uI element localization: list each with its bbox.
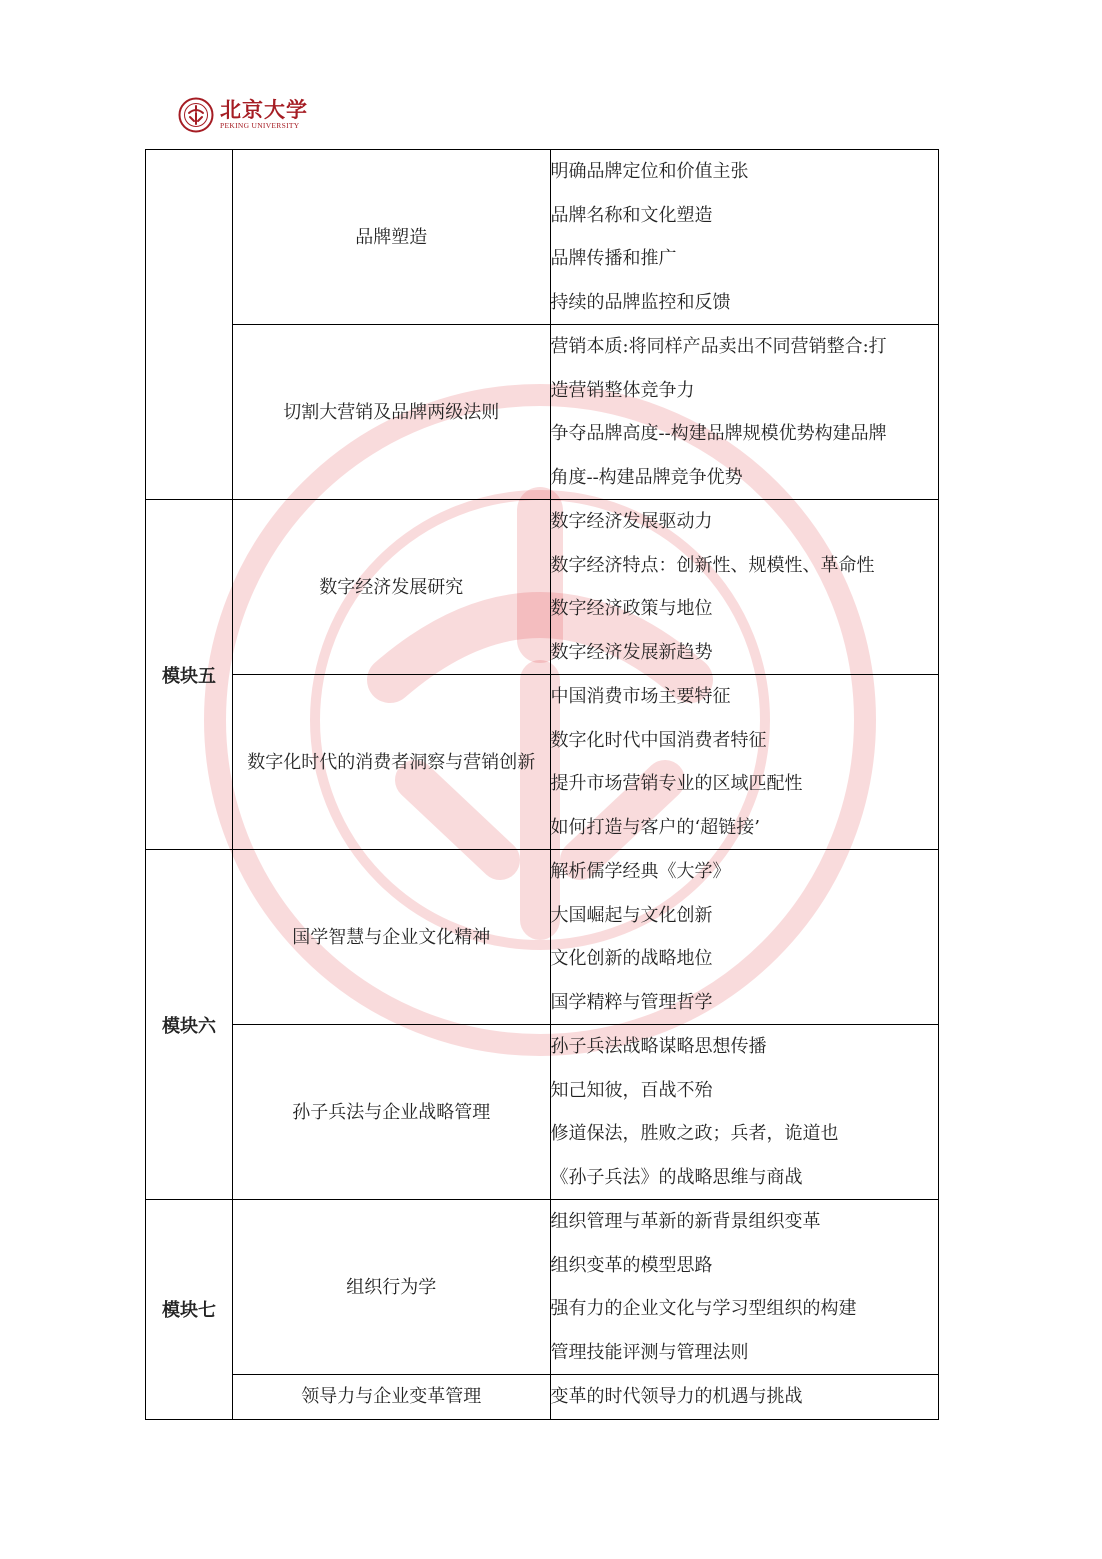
points-cell bbox=[550, 850, 939, 1025]
table-row bbox=[146, 1025, 939, 1200]
points-cell bbox=[550, 1025, 939, 1200]
list-item: 孙子兵法战略谋略思想传播 bbox=[550, 1036, 767, 1057]
topic-cell: 孙子兵法与企业战略管理 bbox=[233, 1025, 550, 1200]
topic-cell: 领导力与企业变革管理 bbox=[233, 1375, 550, 1420]
list-item: 数字经济发展新趋势 bbox=[550, 641, 713, 663]
curriculum-table bbox=[145, 149, 939, 1420]
table-row bbox=[146, 850, 939, 1025]
list-item: 管理技能评测与管理法则 bbox=[550, 1341, 749, 1363]
points-cell bbox=[550, 1375, 939, 1420]
seal-icon bbox=[178, 97, 214, 133]
list-item: 知己知彼，百战不殆 bbox=[550, 1079, 713, 1101]
list-item: 角度--构建品牌竞争优势 bbox=[550, 466, 743, 488]
topic-cell: 品牌塑造 bbox=[233, 150, 550, 325]
list-item: 组织管理与革新的新背景组织变革 bbox=[550, 1211, 821, 1232]
list-item: 营销本质:将同样产品卖出不同营销整合:打 bbox=[550, 336, 887, 357]
table-row bbox=[146, 500, 939, 675]
list-item: 如何打造与客户的‘超链接’ bbox=[550, 816, 760, 838]
module-cell: 模块七 bbox=[146, 1200, 233, 1420]
list-item: 数字化时代中国消费者特征 bbox=[550, 729, 767, 751]
list-item: 品牌传播和推广 bbox=[550, 248, 677, 269]
points-cell bbox=[550, 150, 939, 325]
list-item: 争夺品牌高度--构建品牌规模优势构建品牌 bbox=[550, 423, 887, 444]
list-item: 明确品牌定位和价值主张 bbox=[550, 161, 749, 182]
table-row bbox=[146, 1200, 939, 1375]
table-row bbox=[146, 1375, 939, 1420]
table-row bbox=[146, 675, 939, 850]
topic-cell: 国学智慧与企业文化精神 bbox=[233, 850, 550, 1025]
list-item: 持续的品牌监控和反馈 bbox=[550, 291, 731, 313]
list-item: 数字经济发展驱动力 bbox=[550, 511, 713, 532]
list-item: 变革的时代领导力的机遇与挑战 bbox=[550, 1386, 803, 1407]
list-item: 中国消费市场主要特征 bbox=[550, 686, 731, 707]
list-item: 大国崛起与文化创新 bbox=[550, 904, 713, 926]
list-item: 解析儒学经典《大学》 bbox=[550, 861, 731, 882]
topic-cell: 切割大营销及品牌两级法则 bbox=[233, 325, 550, 500]
list-item: 造营销整体竞争力 bbox=[550, 379, 695, 401]
list-item: 组织变革的模型思路 bbox=[550, 1254, 713, 1276]
list-item: 品牌名称和文化塑造 bbox=[550, 204, 713, 226]
points-cell bbox=[550, 325, 939, 500]
list-item: 《孙子兵法》的战略思维与商战 bbox=[550, 1166, 803, 1188]
list-item: 强有力的企业文化与学习型组织的构建 bbox=[550, 1298, 857, 1319]
module-cell: 模块六 bbox=[146, 850, 233, 1200]
topic-cell: 数字化时代的消费者洞察与营销创新 bbox=[233, 675, 550, 850]
list-item: 数字经济政策与地位 bbox=[550, 598, 713, 619]
points-cell bbox=[550, 500, 939, 675]
logo-chinese-name: 北京大学 bbox=[220, 97, 308, 122]
table-row bbox=[146, 150, 939, 325]
points-cell bbox=[550, 675, 939, 850]
table-row bbox=[146, 325, 939, 500]
list-item: 数字经济特点：创新性、规模性、革命性 bbox=[550, 554, 875, 576]
list-item: 提升市场营销专业的区域匹配性 bbox=[550, 773, 803, 794]
topic-cell: 组织行为学 bbox=[233, 1200, 550, 1375]
module-cell: 模块五 bbox=[146, 500, 233, 850]
points-cell bbox=[550, 1200, 939, 1375]
list-item: 修道保法，胜败之政；兵者，诡道也 bbox=[550, 1123, 839, 1144]
topic-cell: 数字经济发展研究 bbox=[233, 500, 550, 675]
university-logo bbox=[178, 95, 308, 135]
module-cell bbox=[146, 150, 233, 500]
list-item: 国学精粹与管理哲学 bbox=[550, 991, 713, 1013]
logo-english-name: PEKING UNIVERSITY bbox=[220, 121, 300, 130]
list-item: 文化创新的战略地位 bbox=[550, 948, 713, 969]
